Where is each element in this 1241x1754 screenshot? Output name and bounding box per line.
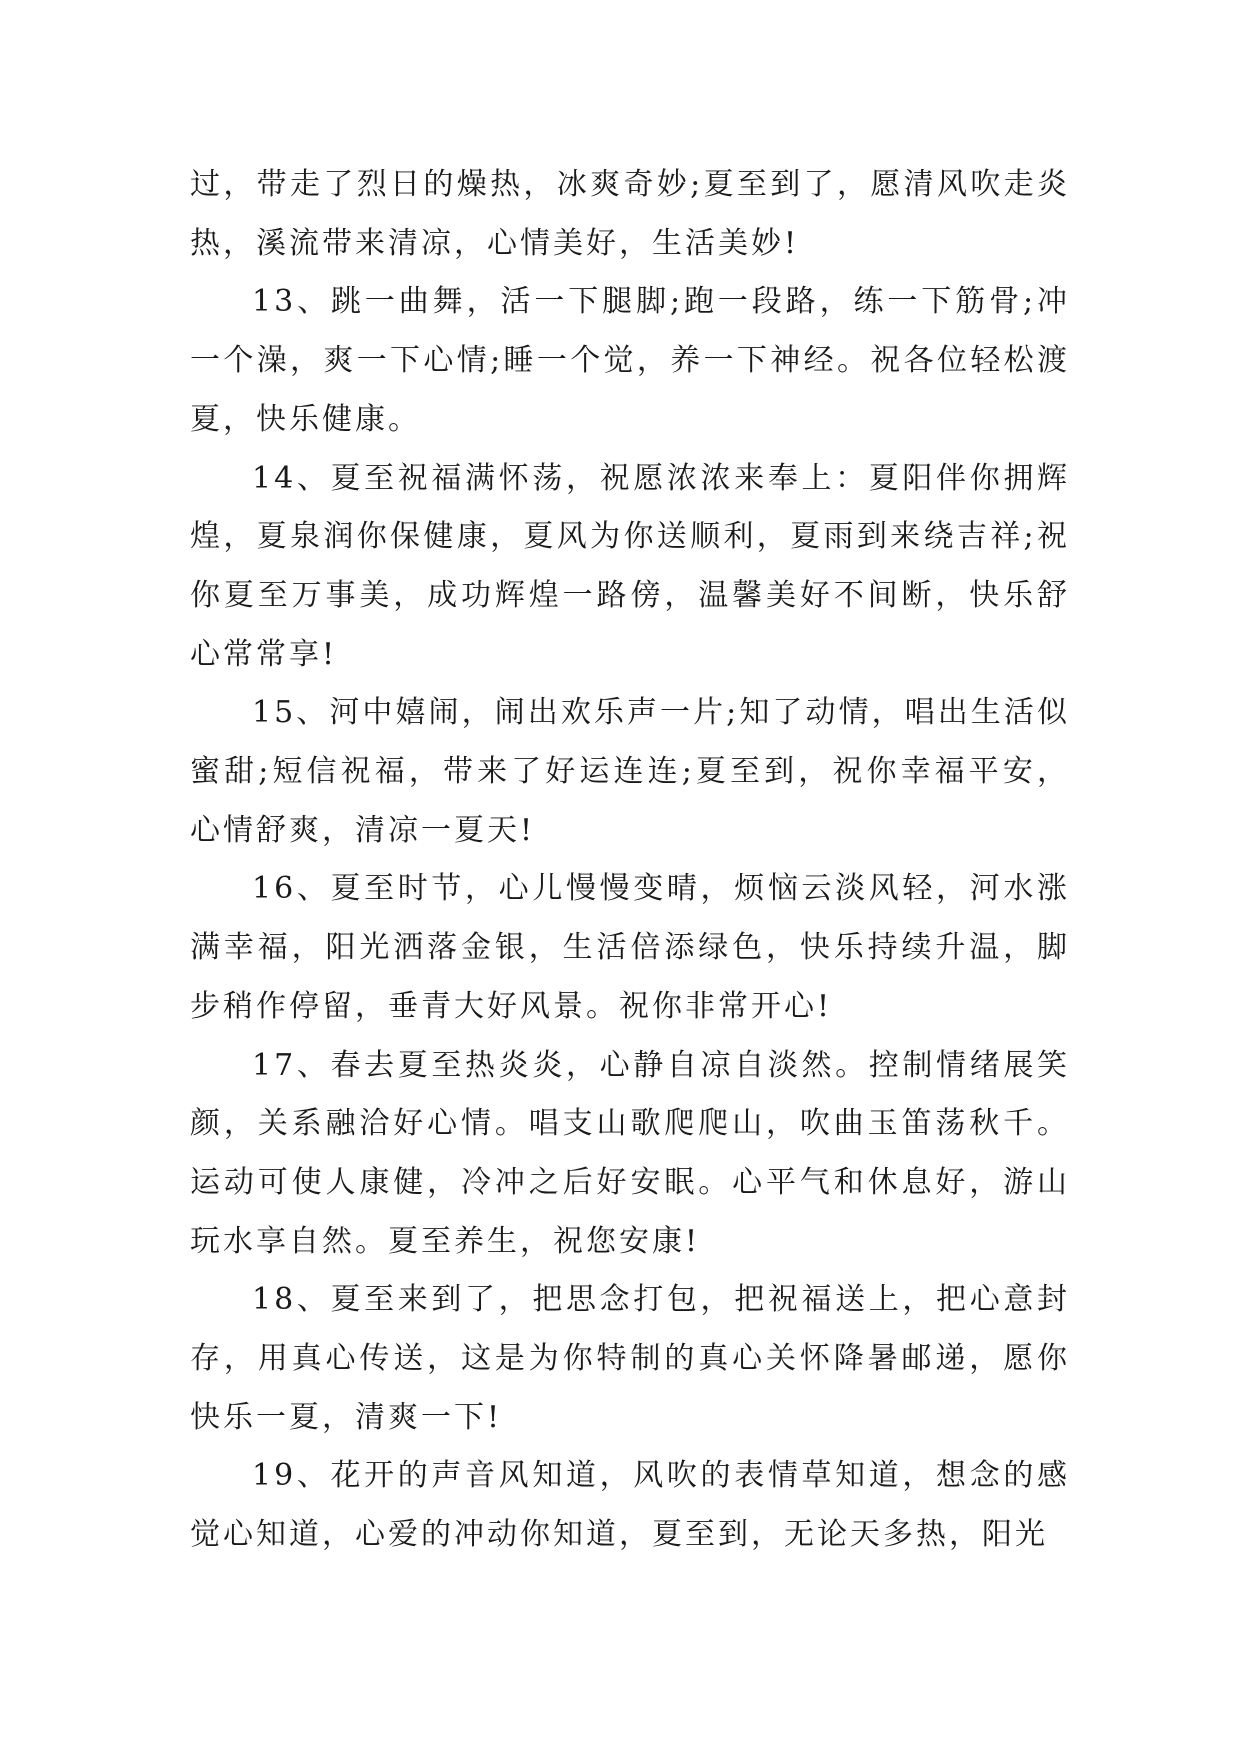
paragraph-15: 15、河中嬉闹，闹出欢乐声一片;知了动情，唱出生活似蜜甜;短信祝福，带来了好运连连;夏至到，祝你幸福平安，心情舒爽，清凉一夏天! [190,695,1070,848]
paragraph-14: 14、夏至祝福满怀荡，祝愿浓浓来奉上：夏阳伴你拥辉煌，夏泉润你保健康，夏风为你送顺利，夏雨到来绕吉祥;祝你夏至万事美，成功辉煌一路傍，温馨美好不间断，快乐舒心常常享! [190,460,1070,672]
paragraph-18: 18、夏至来到了，把思念打包，把祝福送上，把心意封存，用真心传送，这是为你特制的真心关怀降暑邮递，愿你快乐一夏，清爽一下! [190,1282,1070,1435]
paragraph-16: 16、夏至时节，心儿慢慢变晴，烦恼云淡风轻，河水涨满幸福，阳光洒落金银，生活倍添绿色，快乐持续升温，脚步稍作停留，垂青大好风景。祝你非常开心! [190,871,1070,1024]
paragraph-13: 13、跳一曲舞，活一下腿脚;跑一段路，练一下筋骨;冲一个澡，爽一下心情;睡一个觉，养一下神经。祝各位轻松渡夏，快乐健康。 [190,284,1070,437]
paragraph-19: 19、花开的声音风知道，风吹的表情草知道，想念的感觉心知道，心爱的冲动你知道，夏至到，无论天多热，阳光 [190,1458,1070,1553]
paragraph-continuation: 过，带走了烈日的燥热，冰爽奇妙;夏至到了，愿清风吹走炎热，溪流带来清凉，心情美好，生活美妙! [190,167,1070,261]
paragraph-17: 17、春去夏至热炎炎，心静自凉自淡然。控制情绪展笑颜，关系融洽好心情。唱支山歌爬爬山，吹曲玉笛荡秋千。运动可使人康健，冷冲之后好安眠。心平气和休息好，游山玩水享自然。夏至养生，祝您安康! [190,1047,1070,1259]
document-body [190,156,1070,1565]
